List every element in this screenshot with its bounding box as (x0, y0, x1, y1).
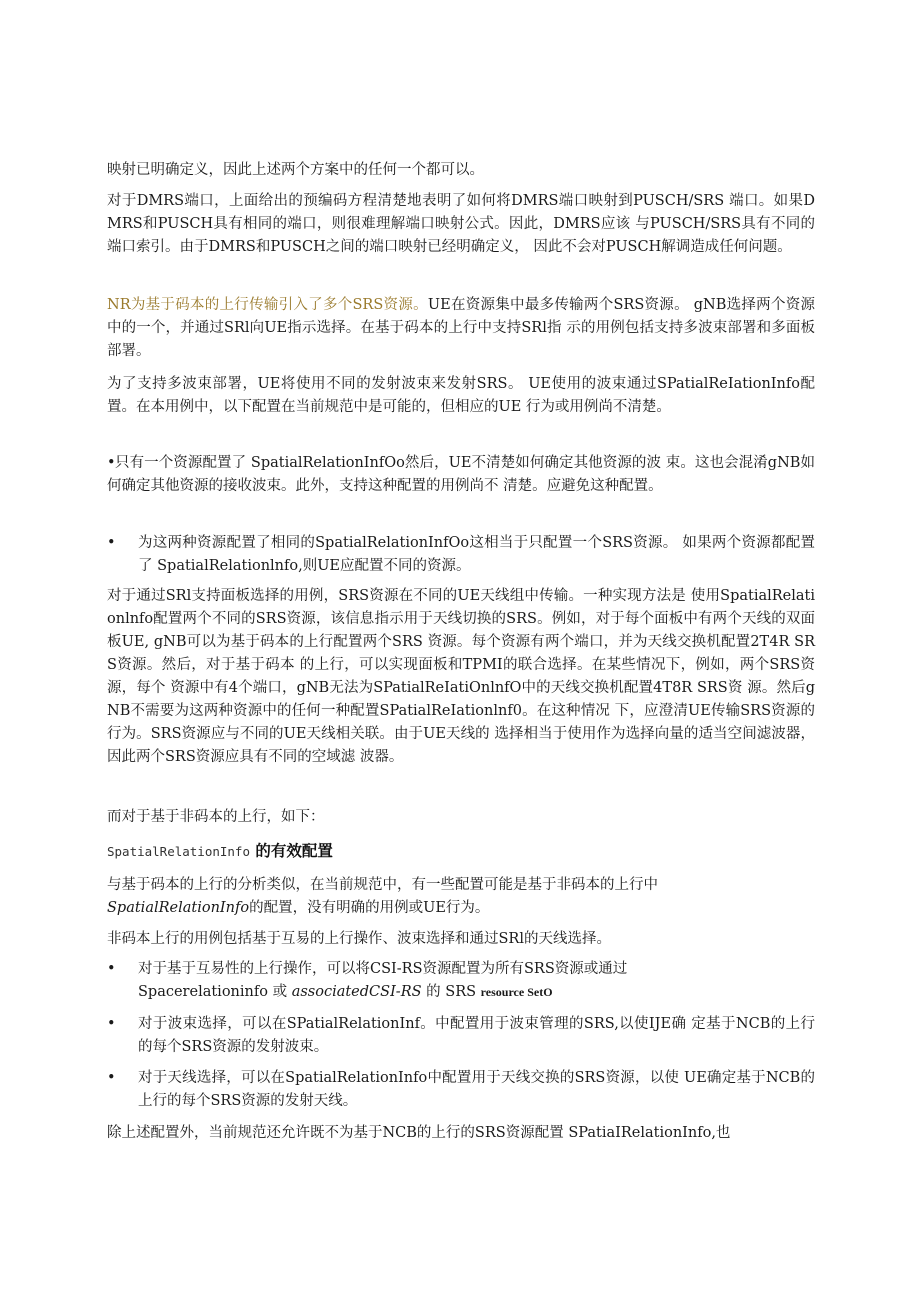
paragraph-panel-selection: 对于通过SRl支持面板选择的用例，SRS资源在不同的UE天线组中传输。一种实现方法是 使用SpatialRelationlnfo配置两个不同的SRS资源，该信息指示用于天线切换的SRS。例如，对于每个面板中有两个天线的双面板UE, gNB可以为基于码本的上行配置两个SRS 资源。每个资源有两个端口，并为天线交换机配置2T4R SRS资源。然后，对于基于码本 的上行，可以实现面板和TPMI的联合选择。在某些情况下，例如，两个SRS资源，每个 资源中有4个端口，gNB无法为SPatialReIatiOnlnfO中的天线交换机配置4T8R SRS资 源。然后gNB不需要为这两种资源中的任何一种配置SPatialReIationlnf0。在这种情况 下，应澄清UE传输SRS资源的行为。SRS资源应与不同的UE天线相关联。由于UE天线的 选择相当于使用作为选择向量的适当空间滤波器，因此两个SRS资源应具有不同的空域滤 波器。 (107, 588, 815, 765)
text-run: 的 SRS (421, 984, 481, 1000)
paragraph-multiple-srs-rest: UE在资源集中最多传输两个SRS资源。 gNB选择两个资源中的一个，并通过SRl向UE指示选择。在基于码本的上行中支持SRl指 示的用例包括支持多波束部署和多面板部署。 (107, 297, 815, 359)
bullet-text: 为这两种资源配置了相同的SpatialRelationInfOo这相当于只配置一个SRS资源。 如果两个资源都配置了 SpatialRelationlnfo,则UE应配置不同的资源。 (138, 535, 815, 574)
bullet-icon: • (107, 1070, 116, 1086)
paragraph-dmrs-ports: 对于DMRS端口，上面给出的预编码方程清楚地表明了如何将DMRS端口映射到PUSCH/SRS 端口。如果DMRS和PUSCH具有相同的端口，则很难理解端口映射公式。因此，DMRS应该 与PUSCH/SRS具有不同的端口索引。由于DMRS和PUSCH之间的端口映射已经明确定义， 因此不会对PUSCH解调造成任何问题。 (107, 193, 815, 255)
bullet-icon: • (107, 535, 116, 551)
bullet-text-content: 只有一个资源配置了 SpatialRelationInfOo然后，UE不清楚如何确定其他资源的波 束。这也会混淆gNB如何确定其他资源的接收波束。此外，支持这种配置的用例尚不 清楚。应避免这种配置。 (107, 455, 815, 494)
paragraph-multibeam: 为了支持多波束部署，UE将使用不同的发射波束来发射SRS。 UE使用的波束通过SPatialReIationInfo配置。在本用例中，以下配置在当前规范中是可能的，但相应的UE 行为或用例尚不清楚。 (107, 376, 815, 415)
list-item (107, 1067, 815, 1113)
text-run: 的配置，没有明确的用例或UE行为。 (249, 900, 490, 916)
text-run: Spacerelationinfo 或 (138, 984, 292, 1000)
italic-term: associatedCSI-RS (291, 984, 422, 1000)
text-run: 对于基于互易性的上行操作，可以将CSI-RS资源配置为所有SRS资源或通过 (138, 961, 628, 977)
heading-code-term: SpatialRelationInfo (107, 844, 250, 859)
text-run: 与基于码本的上行的分析类似，在当前规范中，有一些配置可能是基于非码本的上行中 (107, 877, 658, 893)
paragraph-multiple-srs (107, 294, 815, 363)
heading-title: 的有效配置 (250, 842, 333, 860)
paragraph-noncodebook-usecases: 非码本上行的用例包括基于互易的上行操作、波束选择和通过SRl的天线选择。 (107, 931, 611, 947)
bullet-icon: • (107, 1016, 116, 1032)
paragraph-noncodebook-analysis (107, 874, 815, 920)
bullet-icon: • (107, 455, 116, 471)
italic-term: SpatialRelationInfo (107, 900, 250, 916)
list-item (107, 958, 815, 1004)
section-heading (107, 840, 333, 863)
highlighted-lead-sentence: NR为基于码本的上行传输引入了多个SRS资源。 (107, 297, 428, 313)
paragraph-truncated-end: 除上述配置外，当前规范还允许既不为基于NCB的上行的SRS资源配置 SPatiaIRelationInfo,也 (107, 1125, 731, 1141)
paragraph-port-mapping-end: 映射已明确定义，因此上述两个方案中的任何一个都可以。 (107, 162, 484, 178)
bold-term: resource SetO (480, 985, 553, 999)
bullet-text (107, 452, 815, 498)
list-item (107, 532, 815, 578)
paragraph-noncodebook-intro: 而对于基于非码本的上行，如下： (107, 809, 325, 825)
list-item (107, 1013, 815, 1059)
bullet-text: 对于波束选择，可以在SPatialRelationInf。中配置用于波束管理的SRS,以使IJE确 定基于NCB的上行的每个SRS资源的发射波束。 (138, 1016, 815, 1055)
bullet-icon: • (107, 961, 116, 977)
bullet-text: 对于天线选择，可以在SpatialRelationInfo中配置用于天线交换的SRS资源，以使 UE确定基于NCB的上行的每个SRS资源的发射天线。 (138, 1070, 815, 1109)
list-item (107, 452, 815, 498)
bullet-text (138, 958, 815, 1004)
